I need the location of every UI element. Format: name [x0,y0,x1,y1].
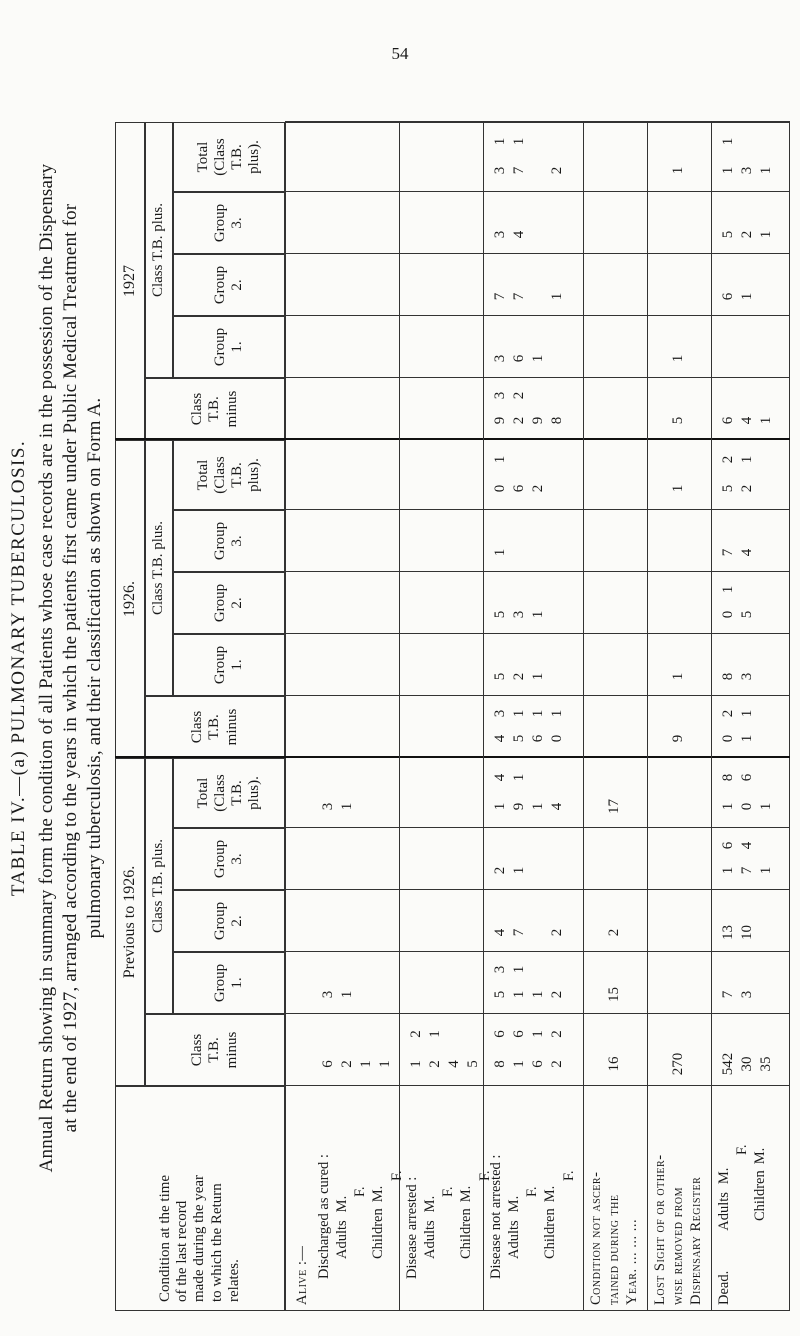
children: Children [458,1208,475,1259]
table-cell-value: 1 [530,802,546,811]
dead-adults [715,1086,733,1305]
row-rule [583,122,584,1311]
table-cell-value: 30 [739,1056,755,1072]
ls-1: Lost Sight of or other- [652,1154,668,1305]
table-cell-value: 0 [720,734,736,743]
table-cell-value: 2 [720,709,736,718]
column-rule [115,438,790,440]
table-cell-value: 7 [511,292,527,301]
header-word: Class [189,1033,206,1067]
group-1-header [173,634,285,696]
table-cell-value: 2 [427,1060,443,1068]
total-header [173,122,285,192]
table-cell-value: 1 [758,416,774,425]
header-word: Class [189,392,206,426]
adults-m [333,1086,351,1305]
table-cell-value: 0 [739,802,755,811]
m: M. [542,1185,559,1203]
table-cell-value: 3 [492,354,508,363]
table-cell-value: 4 [511,230,527,239]
table-cell-value: 1 [492,455,508,464]
header-word: T.B. [206,1037,223,1063]
adults-f [439,1086,457,1305]
table-cell-value: 1 [758,230,774,239]
header-word: T.B. [206,396,223,422]
header-word: plus). [246,140,263,174]
header-word: Group [211,963,228,1003]
column-rule [285,695,790,696]
not-ascertained-label [587,1086,641,1311]
group-1-header [173,316,285,378]
alive-label [293,1086,311,1311]
f: F. [476,1170,493,1181]
table-cell-value: 2 [549,1060,565,1068]
table-cell-value: 5 [670,416,686,425]
table-cell-value: 7 [739,866,755,875]
m: M. [422,1195,439,1213]
table-cell-value: 7 [720,548,736,557]
column-rule [285,1013,790,1014]
table-cell-value: 1 [511,773,527,782]
table-cell-value: 5 [465,1060,481,1068]
page-number: 54 [391,44,409,63]
table-cell-value: 1 [511,990,527,999]
table-cell-value: 1 [530,672,546,681]
row-rule [647,122,648,1311]
table-cell-value: 1 [511,866,527,875]
header-word: 3. [229,535,245,547]
table-cell-value: 8 [492,1060,508,1068]
header-word: T.B. [229,462,245,488]
adults-f [351,1086,369,1305]
table-cell-value: 6 [720,292,736,301]
children-m [457,1086,475,1305]
header-word: minus [223,390,240,428]
dead-children [751,1086,769,1305]
table-cell-value: 5 [720,484,736,493]
table-cell-value: 0 [492,484,508,493]
ls-2: wise removed from [670,1187,687,1305]
alive-text: Alive :— [294,1245,310,1305]
table-cell-value: 2 [549,928,565,937]
table-cell-value: 1 [720,866,736,875]
table-cell-value: 2 [739,484,755,493]
table-cell-value: 7 [511,928,527,937]
table-caption-line-2: at the end of 1927, arranged according to the years in which the patients first came under Public Medical Treatment for [60,203,81,1133]
table-cell-value: 2 [549,1030,565,1038]
group-2-header [173,254,285,316]
header-word: 2. [229,597,245,609]
table-cell-value: 4 [739,841,755,850]
table-cell-value: 6 [320,1060,336,1068]
table-cell-value: 16 [606,1056,622,1072]
m: M. [506,1195,523,1213]
header-word: Total [194,141,211,173]
table-cell-value: 1 [720,137,736,146]
stub-header [115,1086,285,1311]
header-word: Total [194,459,211,491]
header-word: minus [223,708,240,746]
arrested-text: Disease arrested : [404,1176,420,1279]
header-word: (Class [211,774,228,812]
adults: Adults [334,1220,351,1259]
adults: Adults [506,1220,523,1259]
table-cell-value: 1 [427,1030,443,1038]
column-rule [285,191,790,192]
header-word: 3. [229,853,245,865]
table-cell-value: 2 [606,928,622,937]
table-cell-value: 5 [739,610,755,619]
table-cell-value: 1 [530,709,546,718]
m: M. [370,1185,387,1203]
group-3-header [173,192,285,254]
table-cell-value: 10 [739,925,755,940]
group-1-header [173,952,285,1014]
table-cell-value: 1 [511,137,527,146]
table-cell-value: 9 [670,734,686,743]
header-word: Group [211,521,228,561]
header-word: 1. [229,977,245,989]
table-cell-value: 8 [720,773,736,782]
discharged-text: Discharged as cured : [316,1154,332,1279]
total-header [173,758,285,828]
table-cell-value: 1 [758,166,774,175]
children-m [541,1086,559,1305]
table-cell-value: 17 [606,799,622,814]
table-cell-value: 3 [492,166,508,175]
table-cell-value: 1 [739,455,755,464]
dead: Dead. [716,1270,732,1305]
table-cell-value: 3 [739,672,755,681]
header-word: Class [189,710,206,744]
header-word: made during the year [191,1174,208,1302]
children: Children [370,1208,387,1259]
f: F. [734,1144,751,1155]
adults: Adults [716,1192,732,1231]
table-cell-value: 2 [549,990,565,999]
f: F. [560,1170,577,1181]
table-cell-value: 4 [739,416,755,425]
header-word: 3. [229,217,245,229]
table-cell-value: 3 [492,709,508,718]
table-cell-value: 1 [670,672,686,681]
period-header: 1926. [115,440,145,758]
period-header: 1927 [115,122,145,440]
table-cell-value: 5 [720,230,736,239]
table-cell-value: 2 [492,866,508,875]
column-rule [285,889,790,890]
table-cell-value: 6 [511,484,527,493]
table-cell-value: 1 [492,802,508,811]
header-word: Group [211,327,228,367]
children: Children [752,1170,769,1221]
table-cell-value: 13 [720,925,736,940]
adults-m [505,1086,523,1305]
header-word: plus). [246,776,263,810]
table-cell-value: 1 [530,610,546,619]
class-plus-header: Class T.B. plus. [145,440,173,696]
class-minus-header [145,696,285,758]
header-word: 1. [229,341,245,353]
header-word: (Class [211,456,228,494]
table-cell-value: 3 [511,610,527,619]
adults-f [523,1086,541,1305]
table-cell-value: 1 [720,166,736,175]
group-3-header [173,828,285,890]
table-cell-value: 6 [739,773,755,782]
header-word: Condition at the time [156,1174,173,1302]
m: M. [752,1147,769,1165]
children-m [369,1086,387,1305]
column-rule [285,633,790,634]
column-rule [285,509,790,510]
table-cell-value: 9 [492,416,508,425]
table-cell-value: 4 [446,1060,462,1068]
header-word: Group [211,265,228,305]
children: Children [542,1208,559,1259]
table-cell-value: 6 [511,1030,527,1038]
table-cell-value: 1 [670,354,686,363]
table-cell-value: 1 [670,484,686,493]
header-word: Group [211,901,228,941]
arrested-label [403,1086,494,1311]
header-word: Group [211,839,228,879]
table-cell-value: 4 [492,928,508,937]
header-word: Group [211,645,228,685]
table-cell-value: 3 [492,230,508,239]
table-cell-value: 6 [511,354,527,363]
column-rule [285,951,790,952]
table-cell-value: 6 [530,1060,546,1068]
table-cell-value: 1 [408,1060,424,1068]
class-plus-header: Class T.B. plus. [145,122,173,378]
table-cell-value: 2 [549,166,565,175]
header-word: relates. [225,1259,242,1302]
table-cell-value: 0 [720,610,736,619]
class-plus-header: Class T.B. plus. [145,758,173,1014]
column-rule [115,756,790,758]
table-cell-value: 2 [339,1060,355,1068]
f: F. [388,1170,405,1181]
header-word: 1. [229,659,245,671]
not-arrested-text: Disease not arrested : [488,1154,504,1279]
header-word: Group [211,203,228,243]
table-cell-value: 6 [492,1030,508,1038]
table-cell-value: 1 [758,866,774,875]
group-2-header [173,572,285,634]
table-cell-value: 2 [511,391,527,400]
table-cell-value: 1 [492,548,508,557]
table-cell-value: 8 [720,672,736,681]
row-rule [711,122,712,1311]
table-cell-value: 2 [739,230,755,239]
adults-m [421,1086,439,1305]
f: F. [352,1186,369,1197]
period-header: Previous to 1926. [115,758,145,1086]
table-cell-value: 1 [339,802,355,811]
dead-label [715,1086,769,1311]
m: M. [458,1185,475,1203]
header-word: 2. [229,279,245,291]
table-cell-value: 5 [492,610,508,619]
not-arrested-label [487,1086,578,1311]
na-2: tained during the [606,1194,623,1305]
table-cell-value: 1 [720,802,736,811]
table-cell-value: 1 [670,166,686,175]
total-header [173,440,285,510]
header-word: Group [211,583,228,623]
table-cell-value: 7 [511,166,527,175]
table-cell-value: 4 [549,802,565,811]
header-word: T.B. [229,780,245,806]
table-cell-value: 35 [758,1056,774,1072]
header-word: 2. [229,915,245,927]
table-cell-value: 5 [511,734,527,743]
table-cell-value: 6 [720,841,736,850]
table-cell-value: 1 [530,1030,546,1038]
class-minus-header [145,1014,285,1086]
table-cell-value: 270 [670,1052,686,1076]
m: M. [716,1167,732,1185]
table-cell-value: 3 [739,166,755,175]
table-cell-value: 4 [492,773,508,782]
table-cell-value: 9 [530,416,546,425]
table-cell-value: 1 [511,1060,527,1068]
table-cell-value: 1 [511,709,527,718]
m: M. [334,1195,351,1213]
table-cell-value: 5 [492,990,508,999]
table-cell-value: 9 [511,802,527,811]
discharged-label [315,1086,406,1311]
f: F. [524,1186,541,1197]
table-cell-value: 4 [739,548,755,557]
table-cell-value: 15 [606,987,622,1002]
table-cell-value: 1 [549,709,565,718]
table-cell-value: 1 [549,292,565,301]
header-word: to which the Return [208,1183,225,1302]
column-rule [285,315,790,316]
na-1: Condition not ascer- [588,1171,604,1305]
header-word: T.B. [206,714,223,740]
adults: Adults [422,1220,439,1259]
header-word: plus). [246,458,263,492]
header-word: (Class [211,138,228,176]
column-rule [285,827,790,828]
table-cell-value: 1 [739,734,755,743]
table-cell-value: 1 [377,1060,393,1068]
lost-sight-label [651,1086,705,1311]
na-3: Year. ... ... ... [624,1218,641,1305]
column-rule [285,121,790,122]
table-cell-value: 2 [511,672,527,681]
column-rule [285,253,790,254]
dead-adults-f [733,1086,751,1305]
table-cell-value: 1 [339,990,355,999]
table-cell-value: 1 [530,990,546,999]
table-cell-value: 7 [492,292,508,301]
table-cell-value: 1 [511,965,527,974]
table-cell-value: 2 [530,484,546,493]
table-cell-value: 1 [720,585,736,594]
table-cell-value: 6 [720,416,736,425]
table-cell-value: 3 [320,802,336,811]
table-cell-value: 542 [720,1052,736,1076]
table-cell-value: 3 [492,391,508,400]
table-caption-line-1: Annual Return showing in summary form the condition of all Patients whose case records are in the possession of the Dispensary [36,163,57,1173]
table-title: TABLE IV.—(a) PULMONARY TUBERCULOSIS. [8,439,29,897]
table-cell-value: 0 [549,734,565,743]
table-cell-value: 1 [530,354,546,363]
table-cell-value: 2 [720,455,736,464]
column-rule [285,571,790,572]
children-f [560,1086,578,1305]
group-2-header [173,890,285,952]
header-word: Total [194,777,211,809]
column-rule [285,377,790,378]
table-cell-value: 8 [549,416,565,425]
group-3-header [173,510,285,572]
table-cell-value: 3 [492,965,508,974]
table-cell-value: 1 [758,802,774,811]
header-word: T.B. [229,144,245,170]
table-cell-value: 1 [739,709,755,718]
table-cell-value: 4 [492,734,508,743]
header-word: minus [223,1031,240,1069]
table-cell-value: 7 [720,990,736,999]
table-cell-value: 3 [739,990,755,999]
table-cell-value: 1 [358,1060,374,1068]
class-minus-header [145,378,285,440]
table-cell-value: 1 [739,292,755,301]
table-cell-value: 3 [320,990,336,999]
table-caption-line-3: pulmonary tuberculosis, and their classification as shown on Form A. [84,397,105,939]
table-cell-value: 1 [492,137,508,146]
table-cell-value: 2 [408,1030,424,1038]
f: F. [440,1186,457,1197]
table-cell-value: 5 [492,672,508,681]
table-cell-value: 6 [530,734,546,743]
ls-3: Dispensary Register [688,1176,705,1305]
table-cell-value: 2 [511,416,527,425]
header-word: of the last record [174,1200,191,1302]
